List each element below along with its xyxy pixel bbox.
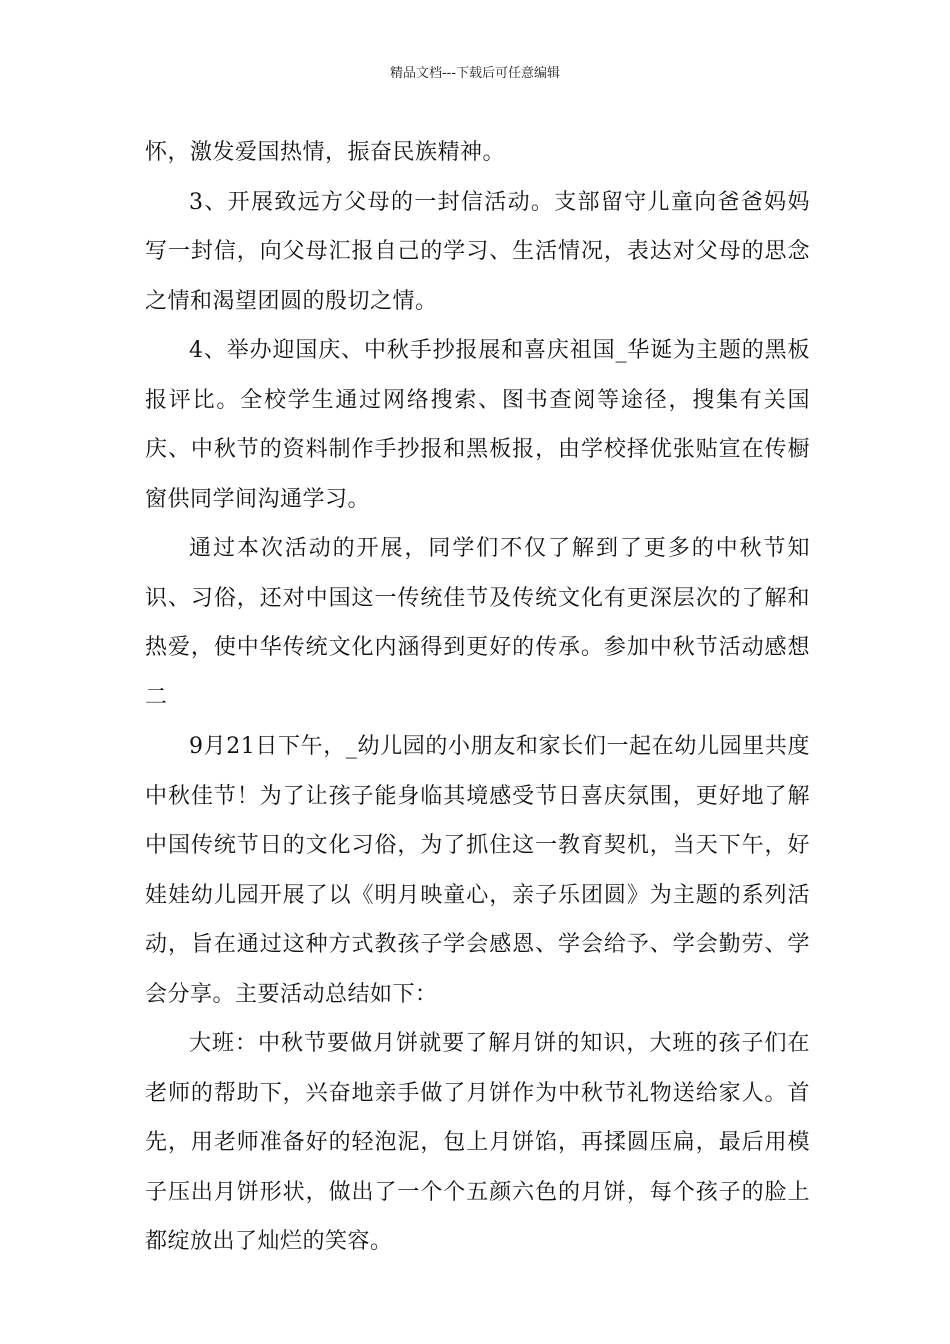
paragraph-5: 9月21日下午，_幼儿园的小朋友和家长们一起在幼儿园里共度中秋佳节！为了让孩子能身临其境感受节日喜庆氛围，更好地了解中国传统节日的文化习俗，为了抓住这一教育契机，当天下午，好娃娃幼儿园开展了以《明月映童心，亲子乐团圆》为主题的系列活动，旨在通过这种方式教孩子学会感恩、学会给予、学会勤劳、学会分享。主要活动总结如下： [145, 734, 810, 1007]
paragraph-2: 3、开展致远方父母的一封信活动。支部留守儿童向爸爸妈妈写一封信，向父母汇报自己的学习、生活情况，表达对父母的思念之情和渴望团圆的殷切之情。 [145, 189, 810, 314]
paragraph-1: 怀，激发爱国热情，振奋民族精神。 [145, 140, 506, 165]
paragraph-3: 4、举办迎国庆、中秋手抄报展和喜庆祖国_华诞为主题的黑板报评比。全校学生通过网络搜索、图书查阅等途径，搜集有关国庆、中秋节的资料制作手抄报和黑板报，由学校择优张贴宣在传橱窗供同学间沟通学习。 [145, 338, 810, 512]
paragraph-4: 通过本次活动的开展，同学们不仅了解到了更多的中秋节知识、习俗，还对中国这一传统佳节及传统文化有更深层次的了解和热爱，使中华传统文化内涵得到更好的传承。参加中秋节活动感想二 [145, 536, 810, 710]
page-header: 精品文档---下载后可任意编辑 [389, 66, 561, 81]
document-body [145, 128, 810, 1267]
paragraph-6: 大班：中秋节要做月饼就要了解月饼的知识，大班的孩子们在老师的帮助下，兴奋地亲手做了月饼作为中秋节礼物送给家人。首先，用老师准备好的轻泡泥，包上月饼馅，再揉圆压扁，最后用模子压出月饼形状，做出了一个个五颜六色的月饼，每个孩子的脸上都绽放出了灿烂的笑容。 [145, 1031, 810, 1254]
